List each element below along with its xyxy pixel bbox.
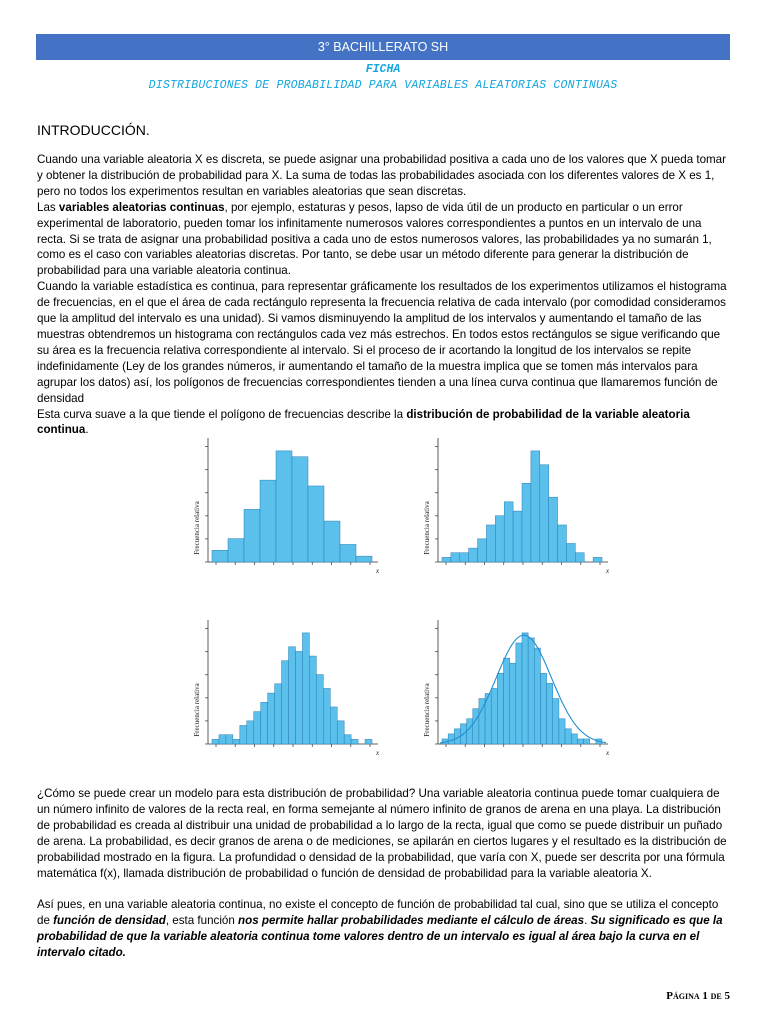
histogram-bar bbox=[276, 451, 292, 562]
histogram-bar bbox=[365, 739, 372, 744]
histogram-bar bbox=[491, 688, 497, 744]
histogram-bar bbox=[275, 684, 282, 744]
y-axis-label: Frecuencia relativa bbox=[193, 683, 201, 737]
histogram-bar bbox=[478, 539, 487, 562]
histogram-bar bbox=[451, 553, 460, 562]
spacer bbox=[37, 881, 731, 897]
histogram-bar bbox=[522, 483, 531, 562]
histogram-bar bbox=[528, 638, 534, 744]
histogram-bar bbox=[540, 465, 549, 562]
histogram-bar bbox=[513, 511, 522, 562]
intro-heading: INTRODUCCIÓN. bbox=[37, 122, 150, 138]
histogram-bar bbox=[534, 648, 540, 744]
histogram-bar bbox=[316, 675, 323, 744]
histogram-bar bbox=[309, 656, 316, 744]
histogram-bar bbox=[340, 544, 356, 562]
p6-term: función de densidad bbox=[53, 914, 166, 928]
body-text bbox=[37, 786, 731, 961]
histogram-2 bbox=[420, 434, 620, 582]
x-axis-label: x bbox=[606, 749, 610, 757]
histogram-bar bbox=[540, 673, 546, 744]
histogram-bar bbox=[282, 661, 289, 744]
page-number: Página 1 de 5 bbox=[666, 990, 730, 1002]
p6-text: Así pues, en una variable aleatoria continua, no existe el concepto de función de probabilidad tal cual, sino que se utiliza el concepto de bbox=[37, 898, 719, 928]
histogram-bar bbox=[516, 643, 522, 744]
histogram-3 bbox=[190, 616, 390, 764]
histogram-bar bbox=[228, 539, 244, 562]
p2-text-rest: , por ejemplo, estaturas y pesos, lapso de vida útil de un producto en particular o un error experimental de laboratorio, pueden tomar los infinitamente numerosos valores correspondientes a puntos en un intervalo de una recta. Si se trata de asignar una probabilidad positiva a cada uno de estos numerosos valores, las probabilidades ya no sumarán 1, como es el caso con variables aleatorias discretas. Por tanto, se debe usar un método diferente para generar la distribución de probabilidad para una variable aleatoria continua. bbox=[37, 200, 712, 278]
p6-emphasis-1: nos permite hallar probabilidades mediante el cálculo de áreas bbox=[238, 914, 585, 928]
histogram-bar bbox=[244, 509, 260, 562]
histogram-bar bbox=[584, 739, 590, 744]
histogram-bar bbox=[324, 521, 340, 562]
histogram-bar bbox=[330, 707, 337, 744]
histogram-bar bbox=[460, 553, 469, 562]
histogram-bar bbox=[295, 651, 302, 744]
histogram-bar bbox=[292, 457, 308, 562]
histogram-bar bbox=[356, 556, 372, 562]
x-axis-label: x bbox=[376, 567, 380, 575]
histogram-bar bbox=[302, 633, 309, 744]
histogram-bar bbox=[344, 735, 351, 744]
intro-paragraph-2 bbox=[37, 200, 731, 280]
histogram-bar bbox=[566, 543, 575, 562]
body-paragraph-6 bbox=[37, 897, 731, 961]
p2-highlight: variables aleatorias continuas bbox=[58, 200, 225, 214]
ficha-title: DISTRIBUCIONES DE PROBABILIDAD PARA VARIABLES ALEATORIAS CONTINUAS bbox=[148, 79, 618, 92]
p2-text: Las bbox=[37, 200, 59, 214]
x-axis-label: x bbox=[376, 749, 380, 757]
histogram-bar bbox=[504, 658, 510, 744]
histogram-bar bbox=[593, 557, 602, 562]
intro-paragraph-1: Cuando una variable aleatoria X es discreta, se puede asignar una probabilidad positiva a cada uno de los valores que X pueda tomar y obtener la distribución de probabilidad para X. La suma de todas las probabilidades asociada con los diferentes valores de X es 1, pero no todos los experimentos resultan en variables aleatorias que sean discretas. bbox=[37, 153, 726, 198]
histogram-bar bbox=[289, 647, 296, 744]
histogram-bar bbox=[247, 721, 254, 744]
intro-paragraph-3: Cuando la variable estadística es continua, para representar gráficamente los resultados de los experimentos utilizamos el histograma de frecuencias, en el que el área de cada rectángulo representa la frecuencia relativa de cada intervalo (por comodidad consideramos que la amplitud del intervalo es una unidad). Si vamos disminuyendo la amplitud de los intervalos y aumentando el tamaño de las muestras obtendremos un histograma con rectángulos cada vez más estrechos. En todos estos rectángulos se sigue verificando que su área es la frecuencia relativa correspondiente al intervalo. Si el proceso de ir acortando la longitud de los intervalos se repite indefinidamente (Ley de los grandes números, ir aumentando el tamaño de la muestra implica que se tomen más intervalos para agrupar los datos) así, los polígonos de frecuencias correspondientes tienden a una línea curva continua que llamaremos función de densidad bbox=[37, 280, 727, 405]
histogram-bar bbox=[351, 739, 358, 744]
histogram-bar bbox=[448, 734, 454, 744]
histogram-bar bbox=[467, 719, 473, 744]
histogram-bar bbox=[575, 553, 584, 562]
p6-emphasis-2: Su significado es que la probabilidad de que la variable aleatoria continua tome valores dentro de un intervalo es igual al área bajo la curva en el intervalo citado. bbox=[37, 914, 723, 960]
histogram-bar bbox=[226, 735, 233, 744]
histogram-bar bbox=[233, 739, 240, 744]
histogram-bar bbox=[522, 633, 528, 744]
histogram-bar bbox=[558, 525, 567, 562]
histogram-bar bbox=[308, 486, 324, 562]
p4-end: . bbox=[85, 423, 89, 437]
histogram-bar bbox=[510, 663, 516, 744]
histogram-bar bbox=[577, 739, 583, 744]
histogram-1 bbox=[190, 434, 390, 582]
histogram-bar bbox=[571, 734, 577, 744]
intro-text bbox=[37, 152, 731, 438]
histogram-bar bbox=[486, 525, 495, 562]
histogram-bar bbox=[323, 688, 330, 744]
histogram-bar bbox=[473, 709, 479, 744]
body-paragraph-5: ¿Cómo se puede crear un modelo para esta distribución de probabilidad? Una variable aleatoria continua puede tomar cualquiera de un número infinito de valores de la recta real, en forma semejante al número infinito de granos de arena en una playa. La distribución de probabilidad es creada al distribuir una unidad de probabilidad a lo largo de la recta, igual que como se puede distribuir un puñado de arena. La probabilidad, es decir granos de arena o de mediciones, se apilarán en ciertos lugares y el resultado es la distribución de probabilidad mostrado en la figura. La profundidad o densidad de la probabilidad, que varía con X, puede ser descrita por una fórmula matemática f(x), llamada distribución de probabilidad o función de densidad de probabilidad para la variable aleatoria X. bbox=[37, 787, 727, 880]
histogram-bar bbox=[261, 702, 268, 744]
p4-text: Esta curva suave a la que tiende el polígono de frecuencias describe la bbox=[37, 407, 407, 421]
histogram-bar bbox=[559, 719, 565, 744]
histogram-bar bbox=[268, 693, 275, 744]
histogram-bar bbox=[337, 721, 344, 744]
ficha-label: FICHA bbox=[365, 63, 401, 76]
histogram-bar bbox=[469, 548, 478, 562]
histogram-bar bbox=[240, 725, 247, 744]
histogram-bar bbox=[565, 729, 571, 744]
histogram-bar bbox=[553, 699, 559, 744]
y-axis-label: Frecuencia relativa bbox=[193, 501, 201, 555]
histogram-bar bbox=[497, 673, 503, 744]
histogram-bar bbox=[549, 497, 558, 562]
histogram-bar bbox=[504, 502, 513, 562]
histogram-bar bbox=[495, 516, 504, 562]
histogram-bar bbox=[547, 683, 553, 744]
y-axis-label: Frecuencia relativa bbox=[423, 683, 431, 737]
course-title: 3° BACHILLERATO SH bbox=[317, 40, 449, 54]
histogram-bar bbox=[442, 557, 451, 562]
histogram-4 bbox=[420, 616, 620, 764]
p6-text-2: , esta función bbox=[165, 914, 239, 928]
histogram-bar bbox=[531, 451, 540, 562]
histogram-bar bbox=[212, 739, 219, 744]
histogram-bar bbox=[254, 712, 261, 744]
p6-sep: . bbox=[584, 914, 591, 928]
histogram-bar bbox=[212, 550, 228, 562]
x-axis-label: x bbox=[606, 567, 610, 575]
p4-highlight: distribución de probabilidad de la variable aleatoria continua bbox=[37, 407, 690, 437]
y-axis-label: Frecuencia relativa bbox=[423, 501, 431, 555]
histogram-bar bbox=[260, 480, 276, 562]
course-header-bar bbox=[36, 34, 730, 60]
histogram-bar bbox=[219, 735, 226, 744]
